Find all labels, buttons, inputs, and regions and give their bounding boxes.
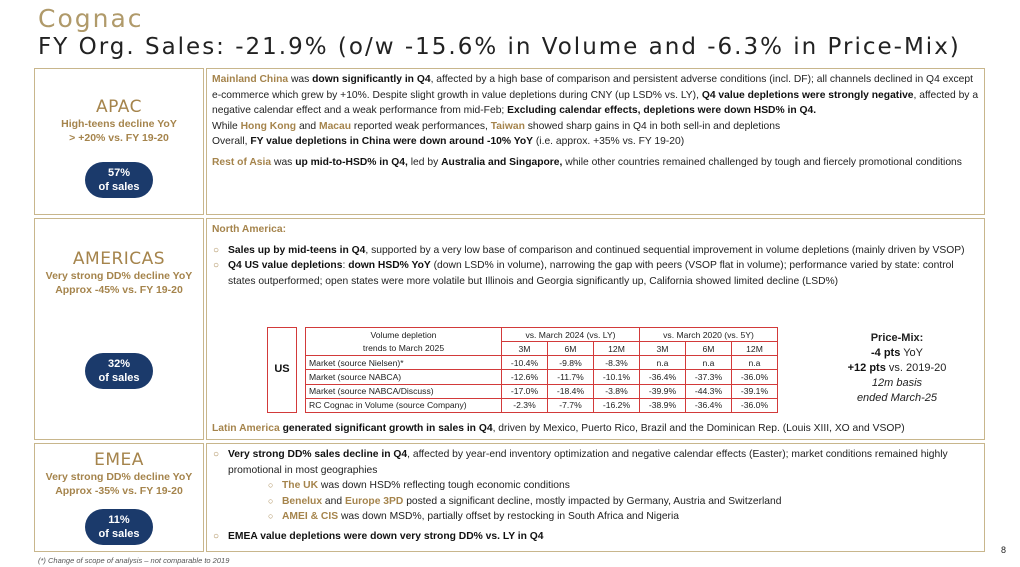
north-america-bullets <box>212 243 979 290</box>
text-fragment: ended March-25 <box>856 392 938 404</box>
americas-summary-line1: Very strong DD% decline YoY <box>45 270 193 282</box>
table-col-header: 6M <box>548 342 594 356</box>
price-mix-callout <box>827 331 967 406</box>
table-col-header: 12M <box>732 342 778 356</box>
table-cell: -39.9% <box>640 384 686 398</box>
text-fragment: 12m basis <box>871 377 923 389</box>
table-row <box>306 398 778 412</box>
table-row-label: RC Cognac in Volume (source Company) <box>306 398 502 412</box>
text-emphasis: Very strong DD% sales decline in Q4 <box>228 449 408 460</box>
table-cell: -18.4% <box>548 384 594 398</box>
apac-detail-box <box>206 68 985 215</box>
latin-america-paragraph <box>212 421 905 437</box>
table-group-header: vs. March 2020 (vs. 5Y) <box>640 328 778 342</box>
apac-share-pct: 57% <box>107 167 131 179</box>
price-mix-yoy <box>827 346 967 361</box>
apac-summary-line1: High-teens decline YoY <box>61 118 177 130</box>
table-cell: -12.6% <box>502 370 548 384</box>
apac-summary-box <box>34 68 204 215</box>
text-fragment: , affected by a negative calendar effect and a weak performance from mid-Feb; <box>212 89 979 117</box>
emea-share-pct: 11% <box>108 514 130 526</box>
north-america-heading: North America: <box>212 224 286 235</box>
price-mix-basis <box>827 376 967 391</box>
table-cell: -11.7% <box>548 370 594 384</box>
slide-title: Cognac <box>38 4 144 33</box>
table-cell: -2.3% <box>502 398 548 412</box>
americas-summary-box <box>34 218 204 440</box>
table-cell: -36.0% <box>732 370 778 384</box>
table-cell: -10.4% <box>502 356 548 370</box>
text-fragment: Overall, <box>212 136 251 148</box>
hong-kong-label: Hong Kong <box>240 120 297 132</box>
list-item <box>212 258 979 289</box>
emea-sub-bullets <box>228 478 979 525</box>
table-cell: -36.4% <box>686 398 732 412</box>
table-cell: n.a <box>732 356 778 370</box>
text-emphasis: FY value depletions in China were down around -10% YoY <box>250 136 533 148</box>
table-row-label: Market (source NABCA) <box>306 370 502 384</box>
table-row-label: Market (source Nielsen)* <box>306 356 502 370</box>
apac-region-name: APAC <box>96 97 142 117</box>
emea-summary-box <box>34 443 204 552</box>
taiwan-label: Taiwan <box>490 120 525 132</box>
text-fragment: , supported by a very low base of comparison and continued sequential improvement in volume depletions (mainly driven by VSOP) <box>365 244 965 256</box>
table-cell: -39.1% <box>732 384 778 398</box>
table-row <box>306 356 778 370</box>
apac-share-badge <box>85 162 153 198</box>
text-fragment: reported weak performances, <box>351 120 491 132</box>
table-group-header: vs. March 2024 (vs. LY) <box>502 328 640 342</box>
text-fragment: , affected by year-end inventory optimization and negative calendar effects (Easter); market conditions remained highly promotional in most geographies <box>228 449 948 476</box>
emea-bullets <box>212 447 979 545</box>
amei-cis-label: AMEI & CIS <box>282 511 339 523</box>
apac-china-paragraph <box>212 72 979 119</box>
table-row <box>306 370 778 384</box>
footnote: (*) Change of scope of analysis – not comparable to 2019 <box>38 556 230 565</box>
macau-label: Macau <box>319 120 352 132</box>
table-col-header: 3M <box>502 342 548 356</box>
table-cell: -17.0% <box>502 384 548 398</box>
slide-subtitle: FY Org. Sales: -21.9% (o/w -15.6% in Volume and -6.3% in Price-Mix) <box>38 34 961 60</box>
text-fragment: (i.e. approx. +35% vs. FY 19-20) <box>533 136 685 148</box>
latin-america-label: Latin America <box>212 423 280 434</box>
price-mix-title: Price-Mix: <box>870 332 924 344</box>
text-emphasis: -4 pts <box>871 347 901 359</box>
list-item <box>212 243 979 259</box>
americas-share-pct: 32% <box>107 358 131 370</box>
table-cell: -36.0% <box>732 398 778 412</box>
text-fragment: : <box>342 260 349 272</box>
text-fragment: while other countries remained challenged by tough and fiercely promotional conditions <box>562 156 962 168</box>
americas-region-name: AMERICAS <box>72 249 166 269</box>
table-row-label: Market (source NABCA/Discuss) <box>306 384 502 398</box>
emea-share-badge <box>85 509 153 545</box>
list-item <box>268 494 979 510</box>
list-item <box>268 509 979 525</box>
emea-share-label: of sales <box>98 528 140 540</box>
table-header-row <box>306 328 778 342</box>
text-emphasis: Sales up by mid-teens in Q4 <box>228 244 366 256</box>
table-cell: n.a <box>640 356 686 370</box>
table-row <box>306 384 778 398</box>
europe-3pd-label: Europe 3PD <box>344 495 404 507</box>
emea-summary-line1: Very strong DD% decline YoY <box>45 471 193 483</box>
rest-of-asia-label: Rest of Asia <box>212 156 272 168</box>
text-emphasis: +12 pts <box>847 362 886 374</box>
text-fragment: was down MSD%, partially offset by restocking in South Africa and Nigeria <box>338 511 679 523</box>
americas-detail-box <box>206 218 985 440</box>
text-fragment: was <box>288 74 313 85</box>
text-emphasis: down HSD% YoY <box>348 260 431 272</box>
table-cell: -9.8% <box>548 356 594 370</box>
text-fragment: was <box>271 156 296 168</box>
benelux-label: Benelux <box>282 495 323 507</box>
table-header-row <box>306 342 778 356</box>
table-cell: -38.9% <box>640 398 686 412</box>
text-fragment: (down LSD% in volume), narrowing the gap with peers (VSOP flat in volume); performance varied by state: control states outperformed; open states were more volatile but Illinois and Georgia significantly up, California showed limited decline (LSD%) <box>228 260 954 287</box>
americas-share-label: of sales <box>98 372 140 384</box>
apac-share-label: of sales <box>98 181 140 193</box>
apac-hk-paragraph <box>212 119 979 135</box>
volume-depletion-table <box>305 327 778 413</box>
table-cell: -8.3% <box>594 356 640 370</box>
americas-summary-line2: Approx -45% vs. FY 19-20 <box>55 284 183 296</box>
list-item <box>268 478 979 494</box>
text-fragment: posted a significant decline, mostly impacted by Germany, Austria and Switzerland <box>403 495 782 507</box>
price-mix-vs-2019 <box>827 361 967 376</box>
table-cell: -7.7% <box>548 398 594 412</box>
text-emphasis: generated significant growth in sales in Q4 <box>279 423 493 434</box>
emea-detail-box <box>206 443 985 552</box>
text-emphasis: Q4 US value depletions <box>228 260 343 272</box>
table-header-cell: Volume depletion <box>306 328 502 342</box>
text-fragment: showed sharp gains in Q4 in both sell-in and depletions <box>524 120 781 132</box>
text-fragment: led by <box>407 156 442 168</box>
apac-overall-paragraph <box>212 134 979 150</box>
table-cell: -44.3% <box>686 384 732 398</box>
table-cell: n.a <box>686 356 732 370</box>
emea-summary-line2: Approx -35% vs. FY 19-20 <box>55 485 183 497</box>
table-col-header: 12M <box>594 342 640 356</box>
text-fragment: and <box>296 120 319 132</box>
text-fragment: YoY <box>900 347 923 359</box>
text-fragment: , affected by a high base of comparison and persistent adverse conditions (incl. DF); all channels declined in Q4 except e-commerce which grew by +10%. Despite slight growth in value depletions during CNY (up LSD% vs. LY), <box>212 74 973 101</box>
table-header-cell: trends to March 2025 <box>306 342 502 356</box>
mainland-china-label: Mainland China <box>212 74 289 85</box>
table-cell: -16.2% <box>594 398 640 412</box>
text-emphasis: down significantly in Q4 <box>312 74 431 85</box>
list-item <box>212 447 979 525</box>
apac-summary-line2: > +20% vs. FY 19-20 <box>69 132 169 144</box>
table-cell: -10.1% <box>594 370 640 384</box>
text-emphasis: Excluding calendar effects, depletions were down HSD% in Q4. <box>507 105 817 117</box>
apac-rest-of-asia-paragraph <box>212 155 979 171</box>
americas-share-badge <box>85 353 153 389</box>
table-cell: -36.4% <box>640 370 686 384</box>
text-emphasis: up mid-to-HSD% in Q4, <box>295 156 408 168</box>
text-emphasis: Q4 value depletions were strongly negative <box>701 89 914 101</box>
us-label: US <box>267 327 297 413</box>
table-col-header: 6M <box>686 342 732 356</box>
page-number: 8 <box>1001 545 1007 555</box>
text-fragment: and <box>322 495 345 507</box>
text-fragment: While <box>212 120 241 132</box>
text-emphasis: EMEA value depletions were down very strong DD% vs. LY in Q4 <box>228 530 544 542</box>
us-depletion-section <box>267 327 778 413</box>
text-fragment: , driven by Mexico, Puerto Rico, Brazil and the Dominican Rep. (Louis XIII, XO and VSOP) <box>492 423 905 434</box>
emea-region-name: EMEA <box>94 450 144 470</box>
table-cell: -37.3% <box>686 370 732 384</box>
text-emphasis: Australia and Singapore, <box>441 156 563 168</box>
text-fragment: was down HSD% reflecting tough economic conditions <box>318 480 570 492</box>
list-item <box>212 529 979 545</box>
table-cell: -3.8% <box>594 384 640 398</box>
uk-label: The UK <box>282 480 319 492</box>
table-col-header: 3M <box>640 342 686 356</box>
price-mix-period <box>827 391 967 406</box>
text-fragment: vs. 2019-20 <box>885 362 947 374</box>
